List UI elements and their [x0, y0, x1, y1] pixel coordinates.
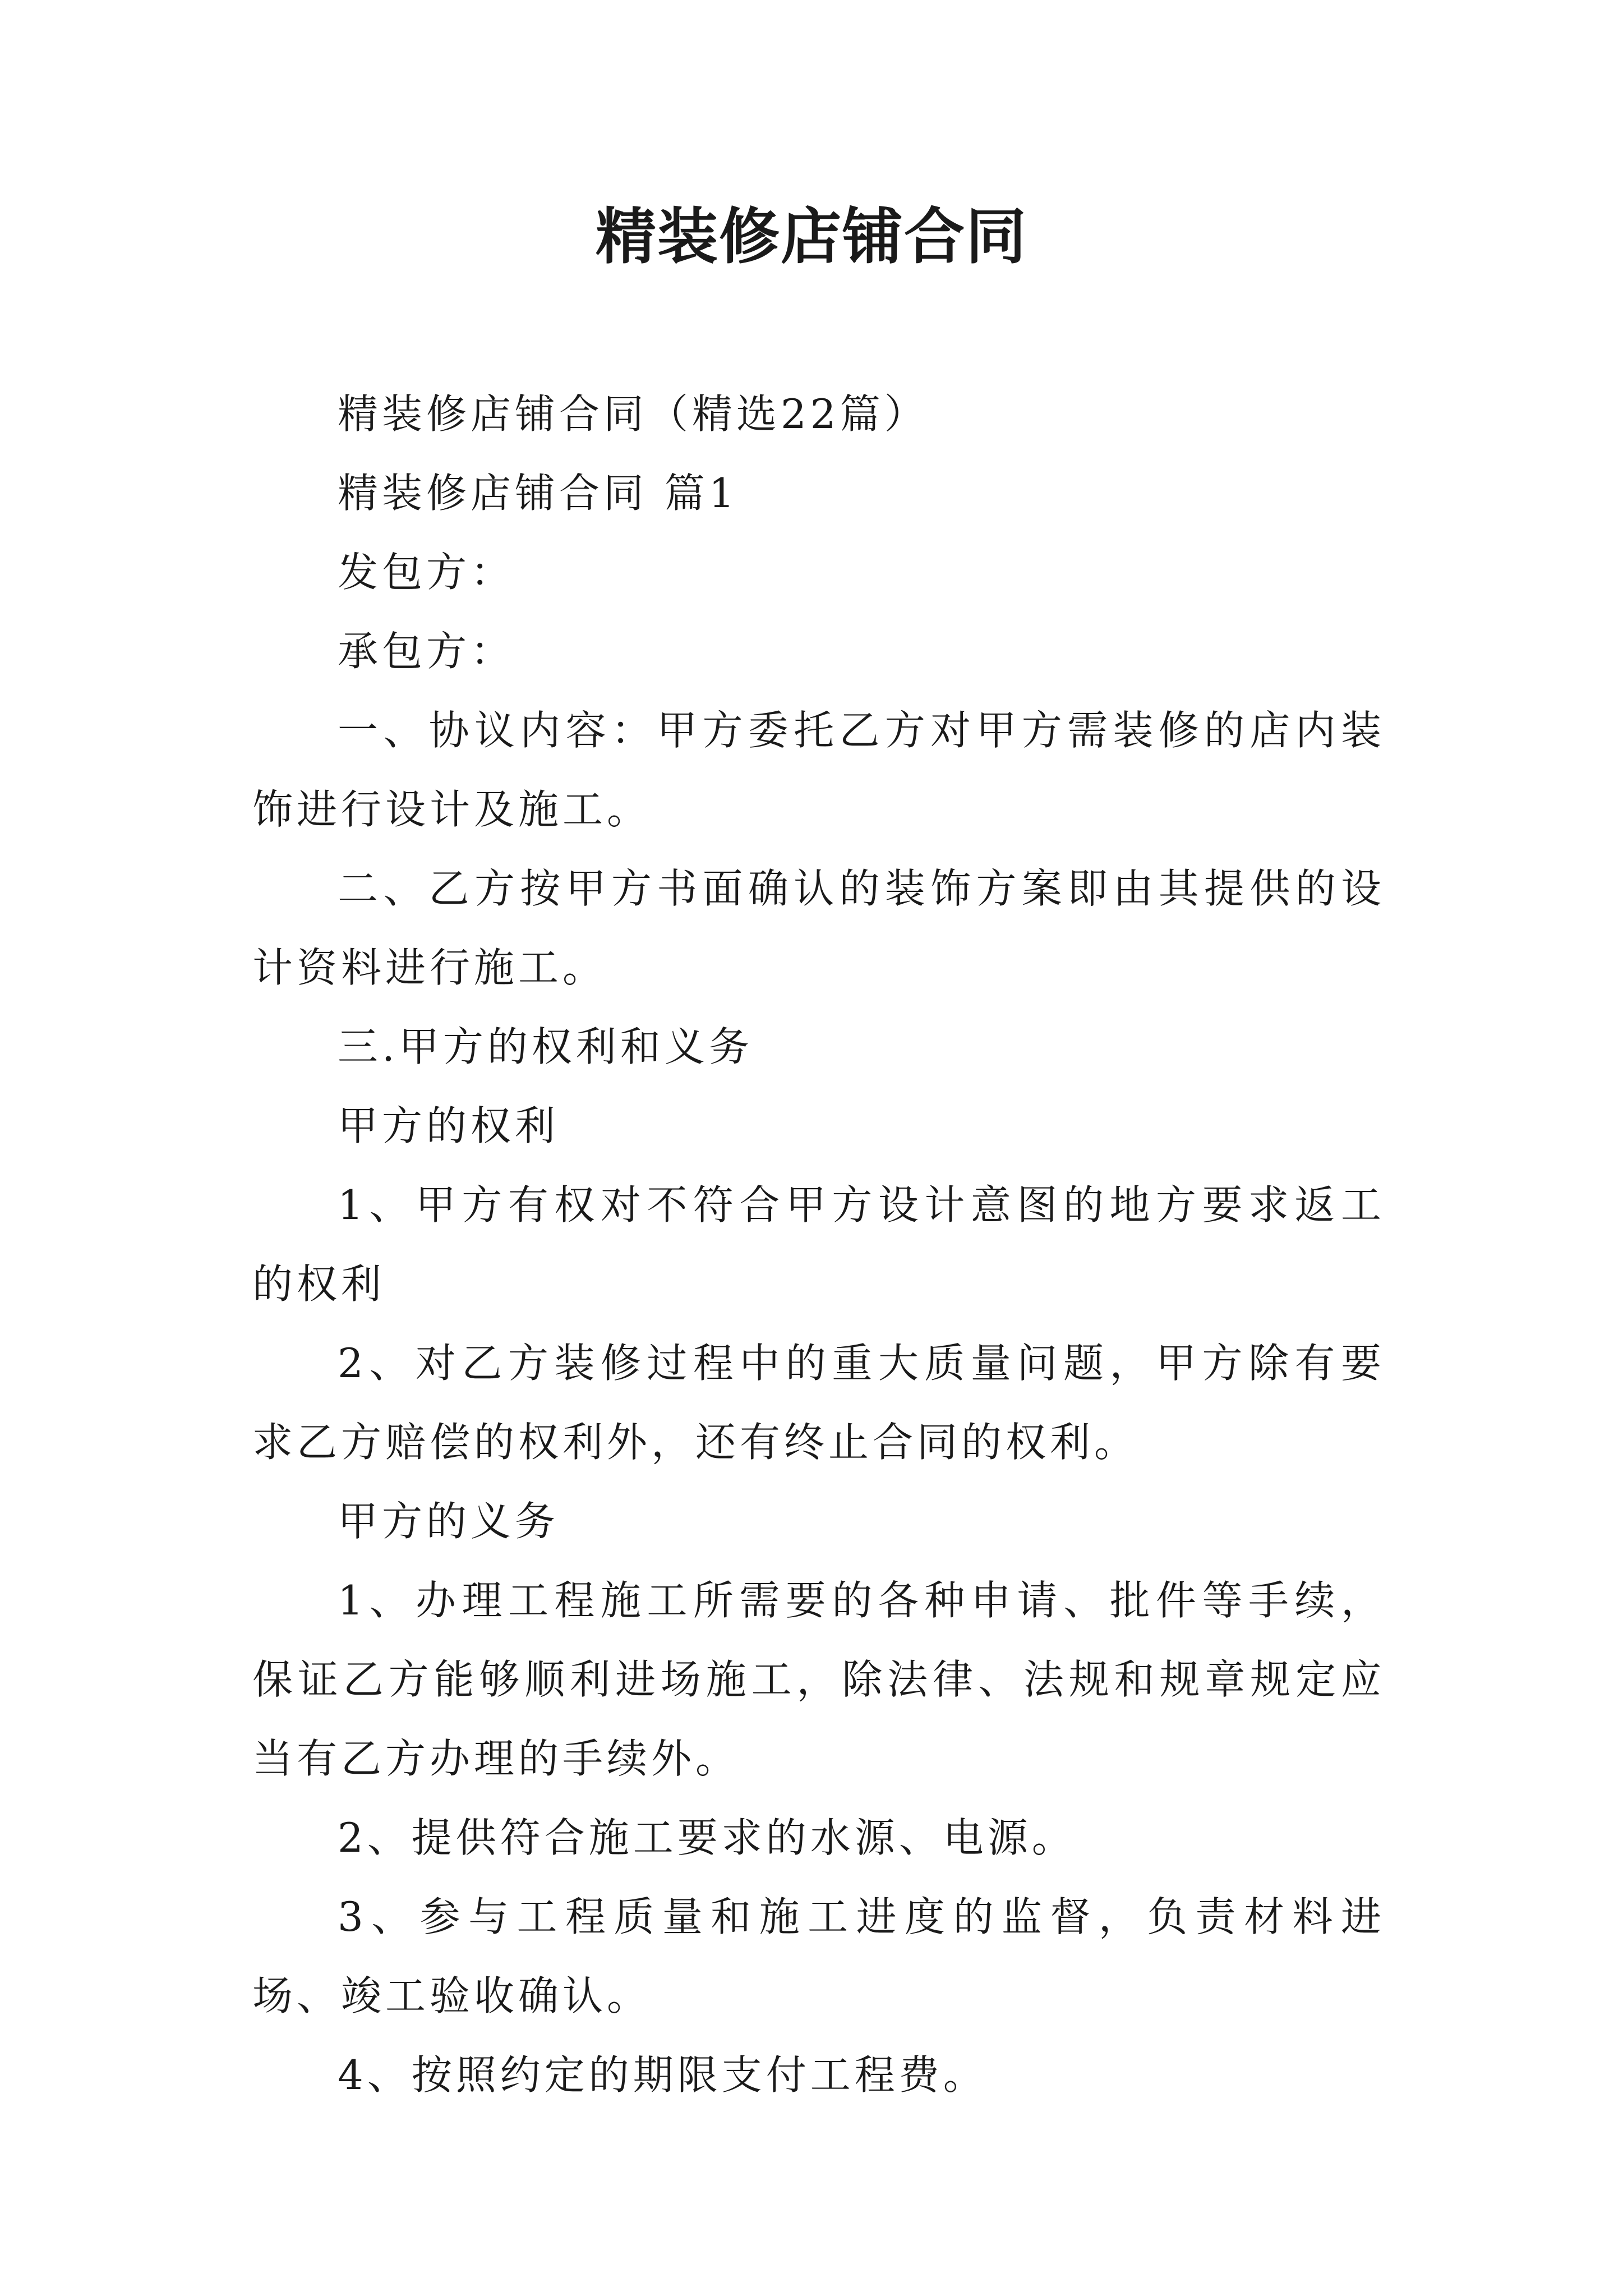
document-body	[252, 375, 1385, 2115]
paragraph-contractor: 承包方：	[338, 628, 515, 675]
document-title: 精装修店铺合同	[595, 201, 1027, 272]
paragraph-clause-1: 一、协议内容：甲方委托乙方对甲方需装修的店内装饰进行设计及施工。	[252, 707, 1385, 833]
paragraph-right-1: 1、甲方有权对不符合甲方设计意图的地方要求返工的权利	[252, 1181, 1385, 1308]
paragraph-duty-2: 2、提供符合施工要求的水源、电源。	[338, 1814, 1076, 1861]
paragraph-section-heading: 精装修店铺合同 篇1	[338, 470, 739, 517]
paragraph-duty-1: 1、办理工程施工所需要的各种申请、批件等手续，保证乙方能够顺利进场施工，除法律、法规和规章规定应当有乙方办理的手续外。	[252, 1577, 1385, 1782]
paragraph-rights-heading: 甲方的权利	[338, 1102, 560, 1149]
paragraph-duty-3: 3、参与工程质量和施工进度的监督，负责材料进场、竣工验收确认。	[252, 1893, 1385, 2019]
paragraph-employer: 发包方：	[338, 549, 515, 596]
paragraph-subtitle: 精装修店铺合同（精选22篇）	[338, 390, 929, 438]
paragraph-clause-2: 二、乙方按甲方书面确认的装饰方案即由其提供的设计资料进行施工。	[252, 865, 1385, 991]
paragraph-duty-4: 4、按照约定的期限支付工程费。	[338, 2051, 988, 2099]
paragraph-duties-heading: 甲方的义务	[338, 1498, 560, 1545]
paragraph-right-2: 2、对乙方装修过程中的重大质量问题，甲方除有要求乙方赔偿的权利外，还有终止合同的权利。	[252, 1340, 1385, 1466]
paragraph-clause-3: 三.甲方的权利和义务	[338, 1023, 753, 1070]
